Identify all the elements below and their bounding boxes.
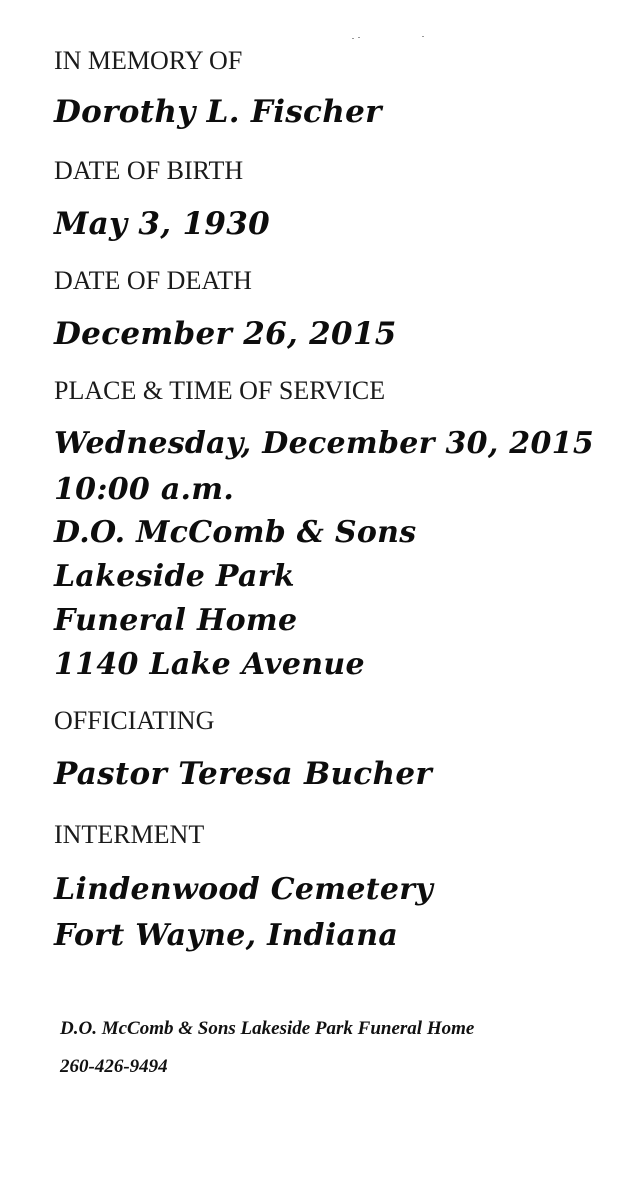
officiant-name: Pastor Teresa Bucher xyxy=(54,756,432,792)
service-label: PLACE & TIME OF SERVICE xyxy=(54,376,386,405)
interment-location: Fort Wayne, Indiana xyxy=(54,918,399,953)
death-label: DATE OF DEATH xyxy=(54,266,252,295)
footer-phone: 260-426-9494 xyxy=(60,1056,168,1077)
service-date: Wednesday, December 30, 2015 xyxy=(54,426,595,461)
death-date: December 26, 2015 xyxy=(54,316,397,352)
interment-label: INTERMENT xyxy=(54,820,205,849)
deceased-name: Dorothy L. Fischer xyxy=(54,94,382,130)
birth-label: DATE OF BIRTH xyxy=(54,156,244,185)
officiating-label: OFFICIATING xyxy=(54,706,215,735)
footer-funeral-home: D.O. McComb & Sons Lakeside Park Funeral Home xyxy=(60,1018,475,1039)
scan-specks xyxy=(350,36,430,42)
birth-date: May 3, 1930 xyxy=(54,206,270,242)
interment-cemetery: Lindenwood Cemetery xyxy=(54,872,434,907)
service-place-line-3: Funeral Home xyxy=(54,603,298,638)
service-address: 1140 Lake Avenue xyxy=(54,647,365,682)
service-place-line-2: Lakeside Park xyxy=(54,559,295,594)
service-time: 10:00 a.m. xyxy=(54,472,235,507)
service-place-line-1: D.O. McComb & Sons xyxy=(54,515,417,550)
in-memory-label: IN MEMORY OF xyxy=(54,46,243,75)
